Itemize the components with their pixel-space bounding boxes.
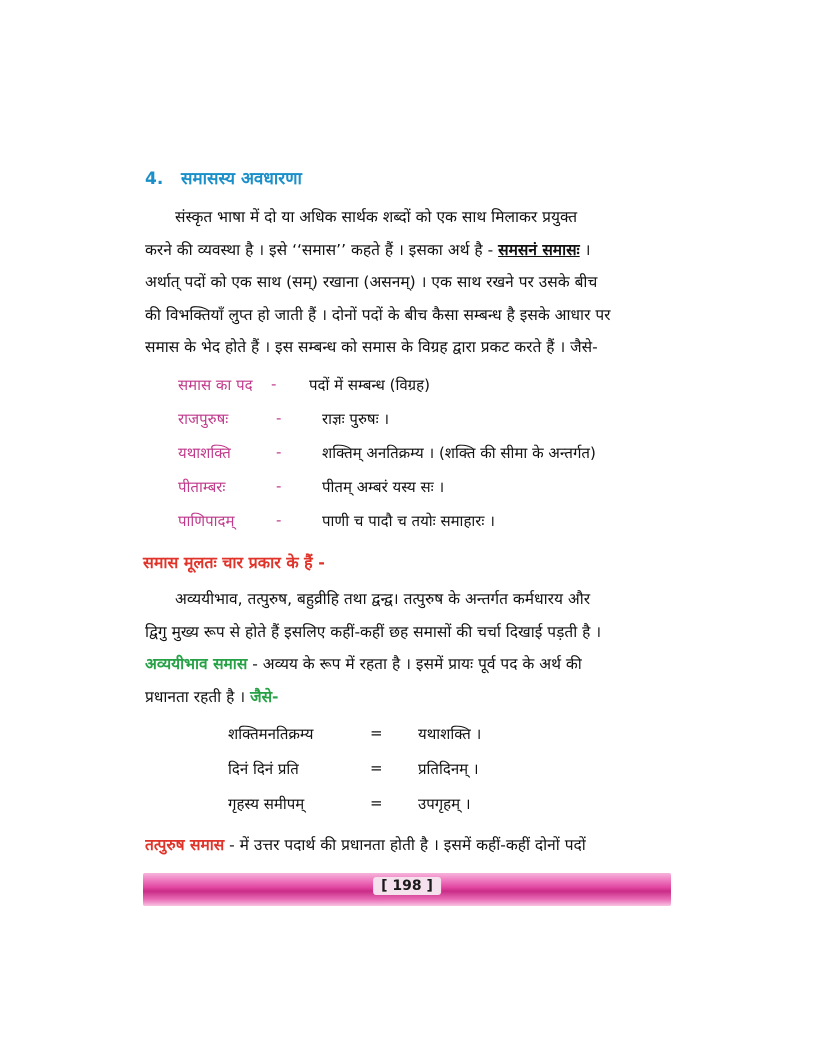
example-samasa: उपगृहम् ।: [418, 795, 471, 813]
intro-paragraph: [145, 201, 672, 364]
example-vigraha: शक्तिमनतिक्रम्य: [228, 725, 314, 743]
example-vigraha: पीतम् अम्बरं यस्य सः ।: [322, 478, 445, 496]
tatpurusha-paragraph: [145, 829, 672, 862]
example-dash: -: [276, 511, 282, 529]
avyayibhava-label: अव्ययीभाव समास: [145, 655, 248, 673]
types-paragraph: [145, 583, 672, 713]
intro-line-2-end: ।: [579, 240, 591, 259]
example-dash: -: [276, 443, 282, 461]
header-dash: -: [271, 375, 277, 393]
example-dash: -: [276, 409, 282, 427]
example-samasa: यथाशक्ति ।: [418, 725, 482, 743]
page-number: [ 198 ]: [373, 877, 441, 895]
example-term: पाणिपादम्: [178, 512, 235, 530]
example-vigraha: राज्ञः पुरुषः ।: [322, 410, 390, 428]
intro-line-2-text: करने की व्यवस्था है । इसे ‘‘समास’’ कहते हैं । इसका अर्थ है -: [145, 240, 499, 259]
example-vigraha: दिनं दिनं प्रति: [228, 760, 299, 778]
avyayibhava-line-2: [145, 681, 672, 714]
example-vigraha: शक्तिम् अनतिक्रम्य । (शक्ति की सीमा के अन्तर्गत): [322, 444, 596, 462]
tatpurusha-line: [145, 829, 672, 862]
example-term: यथाशक्ति: [178, 444, 231, 462]
example-vigraha: पाणी च पादौ च तयोः समाहारः ।: [322, 512, 495, 530]
header-term: समास का पद: [178, 376, 253, 394]
example-term: पीताम्बरः: [178, 478, 226, 496]
example-term: राजपुरुषः: [178, 410, 229, 428]
types-line-2: द्विगु मुख्य रूप से होते हैं इसलिए कहीं-कहीं छह समासों की चर्चा दिखाई पड़ती है ।: [145, 622, 602, 641]
tatpurusha-label: तत्पुरुष समास: [145, 836, 225, 854]
equals-sign: =: [370, 794, 383, 812]
intro-line-3: अर्थात् पदों को एक साथ (सम्) रखाना (असनम्) । एक साथ रखने पर उसके बीच: [145, 273, 598, 291]
samasa-types-heading: समास मूलतः चार प्रकार के हैं -: [143, 553, 325, 572]
section-number: 4.: [145, 169, 164, 189]
example-vigraha: गृहस्य समीपम्: [228, 795, 305, 813]
equals-sign: =: [370, 759, 383, 777]
example-dash: -: [276, 477, 282, 495]
tatpurusha-text: - में उत्तर पदार्थ की प्रधानता होती है । इसमें कहीं-कहीं दोनों पदों: [224, 836, 586, 854]
avyayibhava-text-2: प्रधानता रहती है ।: [145, 687, 251, 706]
header-vigraha: पदों में सम्बन्ध (विग्रह): [309, 376, 430, 394]
jaise-label: जैसे-: [250, 687, 279, 706]
section-heading: [145, 166, 302, 189]
intro-line-2: [145, 234, 672, 267]
avyayibhava-line-1: [145, 648, 672, 681]
equals-sign: =: [370, 724, 383, 742]
intro-line-5: समास के भेद होते हैं । इस सम्बन्ध को समास के विग्रह द्वारा प्रकट करते हैं । जैसे-: [145, 338, 598, 356]
samasanam-definition: समसनं समासः: [498, 240, 580, 259]
intro-line-1: संस्कृत भाषा में दो या अधिक सार्थक शब्दों को एक साथ मिलाकर प्रयुक्त: [175, 208, 578, 226]
section-title: समासस्य अवधारणा: [181, 169, 302, 189]
footer-band: [143, 873, 671, 906]
types-line-1: अव्ययीभाव, तत्पुरुष, बहुव्रीहि तथा द्वन्द्व। तत्पुरुष के अन्तर्गत कर्मधारय और: [175, 590, 591, 608]
avyayibhava-text-1: - अव्यय के रूप में रहता है । इसमें प्रायः पूर्व पद के अर्थ की: [247, 655, 582, 673]
example-samasa: प्रतिदिनम् ।: [418, 760, 479, 778]
intro-line-4: की विभक्तियाँ लुप्त हो जाती हैं । दोनों पदों के बीच कैसा सम्बन्ध है इसके आधार पर: [145, 305, 611, 324]
